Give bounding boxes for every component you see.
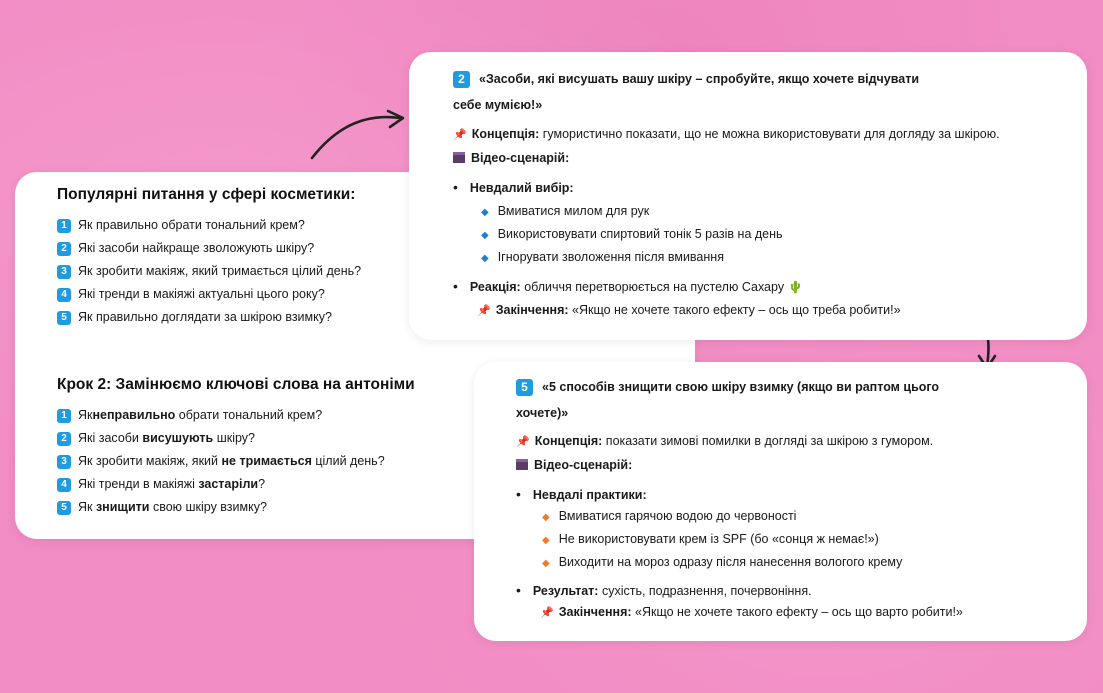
concept-line: 📌 Концепція: показати зимові помилки в догляді за шкірою з гумором. <box>516 434 934 448</box>
list-item: ◆ Ігнорувати зволоження після вмивання <box>481 250 724 264</box>
clapper-icon <box>453 152 465 163</box>
bad-choice-line: • Невдалий вибір: <box>453 179 574 195</box>
concept-line: 📌 Концепція: гумористично показати, що не можна використовувати для догляду за шкірою. <box>453 127 1000 141</box>
keycap-number-icon: 2 <box>57 242 71 256</box>
ending-line: 📌 Закінчення: «Якщо не хочете такого ефекту – ось що варто робити!» <box>540 605 963 619</box>
idea-title: 5 «5 способів знищити свою шкіру взимку (якщо ви раптом цього <box>516 374 939 400</box>
list-item: ◆ Виходити на мороз одразу після нанесення вологого крему <box>542 555 903 569</box>
keycap-number-icon: 3 <box>57 455 71 469</box>
bad-practices-line: • Невдалі практики: <box>516 486 647 502</box>
popular-questions-list <box>57 214 361 329</box>
keycap-number-icon: 5 <box>57 311 71 325</box>
list-item: ◆ Не використовувати крем із SPF (бо «сонця ж немає!») <box>542 532 879 546</box>
pushpin-icon: 📌 <box>453 129 467 141</box>
result-line: • Результат: сухість, подразнення, почервоніння. <box>516 582 812 598</box>
video-idea-card-winter-skin <box>474 362 1087 641</box>
orange-diamond-icon: ◆ <box>542 535 550 546</box>
keycap-number-icon: 2 <box>57 432 71 446</box>
video-idea-card-dry-skin <box>409 52 1087 340</box>
list-item: 1 Як правильно обрати тональний крем? <box>57 214 361 237</box>
curved-arrow-icon <box>300 100 420 170</box>
orange-diamond-icon: ◆ <box>542 558 550 569</box>
antonym-questions-list <box>57 404 385 519</box>
list-item: 2 Які засоби висушують шкіру? <box>57 427 385 450</box>
list-item: 5 Як правильно доглядати за шкірою взимку? <box>57 306 361 329</box>
list-item: 3 Як зробити макіяж, який тримається цілий день? <box>57 260 361 283</box>
keycap-number-icon: 4 <box>57 478 71 492</box>
pushpin-icon: 📌 <box>516 436 530 448</box>
scenario-line: Відео-сценарій: <box>453 151 569 165</box>
section-title-popular-questions: Популярні питання у сфері косметики: <box>57 186 356 203</box>
keycap-number-icon: 3 <box>57 265 71 279</box>
keycap-number-icon: 1 <box>57 219 71 233</box>
list-item: ◆ Вмиватися милом для рук <box>481 204 650 218</box>
keycap-number-icon: 1 <box>57 409 71 423</box>
cactus-icon: 🌵 <box>788 280 804 294</box>
list-item: 2 Які засоби найкраще зволожують шкіру? <box>57 237 361 260</box>
pushpin-icon: 📌 <box>540 607 554 619</box>
section-title-step-2: Крок 2: Замінюємо ключові слова на антоніми <box>57 376 415 393</box>
list-item: 4 Які тренди в макіяжі актуальні цього року? <box>57 283 361 306</box>
blue-diamond-icon: ◆ <box>481 207 489 218</box>
pushpin-icon: 📌 <box>477 305 491 317</box>
idea-title: 2 «Засоби, які висушать вашу шкіру – спробуйте, якщо хочете відчувати <box>453 66 919 92</box>
reaction-line: • Реакція: обличчя перетворюється на пустелю Сахару 🌵 <box>453 278 804 294</box>
clapper-icon <box>516 459 528 470</box>
keycap-number-icon: 4 <box>57 288 71 302</box>
blue-diamond-icon: ◆ <box>481 230 489 241</box>
idea-title-cont: хочете)» <box>516 406 569 420</box>
list-item: ◆ Використовувати спиртовий тонік 5 разів на день <box>481 227 783 241</box>
keycap-number-icon: 5 <box>516 379 533 396</box>
list-item: 1 Як неправильно обрати тональний крем? <box>57 404 385 427</box>
idea-title-cont: себе мумією!» <box>453 98 543 112</box>
keycap-number-icon: 2 <box>453 71 470 88</box>
keycap-number-icon: 5 <box>57 501 71 515</box>
list-item: 3 Як зробити макіяж, який не тримається цілий день? <box>57 450 385 473</box>
list-item: 5 Як знищити свою шкіру взимку? <box>57 496 385 519</box>
scenario-line: Відео-сценарій: <box>516 458 632 472</box>
list-item: 4 Які тренди в макіяжі застаріли ? <box>57 473 385 496</box>
ending-line: 📌 Закінчення: «Якщо не хочете такого ефекту – ось що треба робити!» <box>477 303 901 317</box>
blue-diamond-icon: ◆ <box>481 253 489 264</box>
list-item: ◆ Вмиватися гарячою водою до червоності <box>542 509 797 523</box>
orange-diamond-icon: ◆ <box>542 512 550 523</box>
